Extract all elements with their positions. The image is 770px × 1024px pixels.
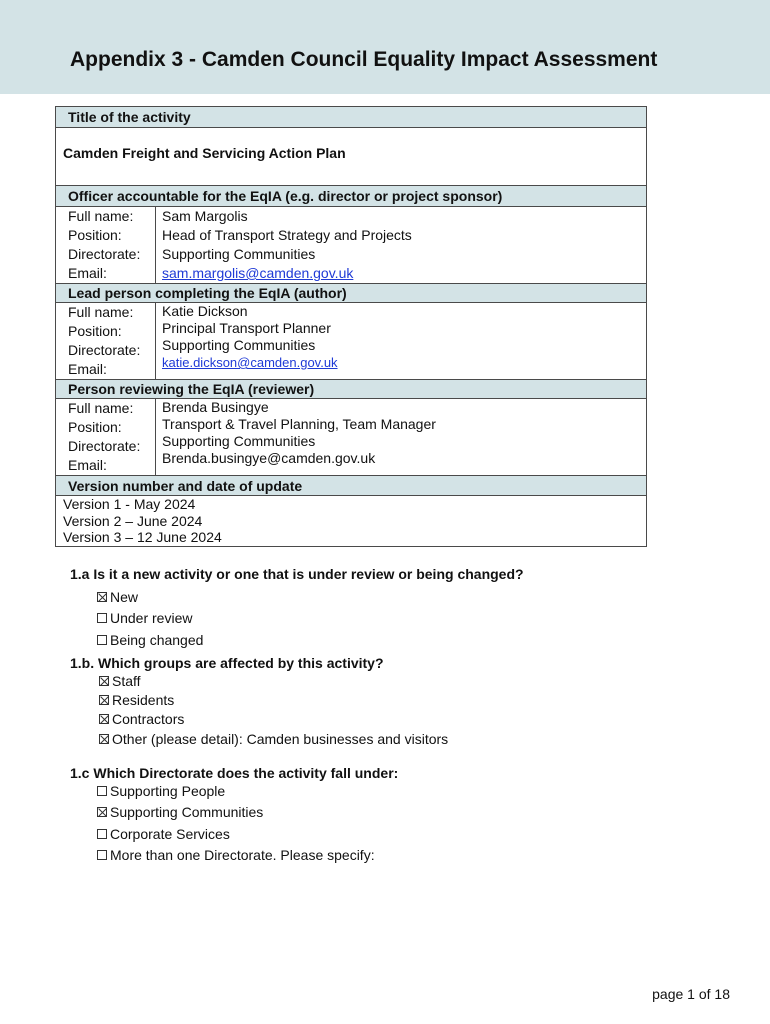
version-heading: Version number and date of update xyxy=(56,476,646,496)
checkbox-icon[interactable] xyxy=(97,635,107,645)
officer-email-link[interactable]: sam.margolis@camden.gov.uk xyxy=(162,265,354,281)
checkbox-icon[interactable] xyxy=(97,829,107,839)
reviewer-label-name: Full name: xyxy=(68,400,134,416)
option-under-review[interactable] xyxy=(97,610,192,626)
option-label: Corporate Services xyxy=(110,826,230,842)
lead-name: Katie Dickson xyxy=(162,303,248,319)
reviewer-position: Transport & Travel Planning, Team Manager xyxy=(162,416,436,432)
option-label: More than one Directorate. Please specify: xyxy=(110,847,375,863)
checkbox-icon[interactable] xyxy=(97,613,107,623)
reviewer-directorate: Supporting Communities xyxy=(162,433,316,449)
option-label: Other (please detail): Camden businesses and visitors xyxy=(112,731,449,747)
page-title: Appendix 3 - Camden Council Equality Impact Assessment xyxy=(70,48,658,71)
activity-title: Camden Freight and Servicing Action Plan xyxy=(56,128,646,186)
option-residents[interactable] xyxy=(99,692,174,708)
option-other[interactable] xyxy=(99,731,448,747)
lead-label-name: Full name: xyxy=(68,304,134,320)
header-band xyxy=(0,0,770,94)
checkbox-icon[interactable] xyxy=(99,695,109,705)
checkbox-icon[interactable] xyxy=(97,807,107,817)
reviewer-label-directorate: Directorate: xyxy=(68,438,141,454)
officer-position: Head of Transport Strategy and Projects xyxy=(162,227,412,243)
checkbox-icon[interactable] xyxy=(97,850,107,860)
reviewer-label-position: Position: xyxy=(68,419,122,435)
option-label: Supporting Communities xyxy=(110,804,264,820)
lead-label-directorate: Directorate: xyxy=(68,342,141,358)
option-label: Supporting People xyxy=(110,783,226,799)
officer-details xyxy=(56,207,646,284)
option-staff[interactable] xyxy=(99,673,141,689)
question-1a-heading: 1.a Is it a new activity or one that is under review or being changed? xyxy=(70,566,524,582)
option-more-than-one[interactable] xyxy=(97,847,375,863)
officer-directorate: Supporting Communities xyxy=(162,246,316,262)
option-new[interactable] xyxy=(97,589,138,605)
option-contractors[interactable] xyxy=(99,711,184,727)
officer-name: Sam Margolis xyxy=(162,208,248,224)
checkbox-icon[interactable] xyxy=(99,676,109,686)
checkbox-icon[interactable] xyxy=(97,786,107,796)
lead-label-email: Email: xyxy=(68,361,107,377)
lead-directorate: Supporting Communities xyxy=(162,337,316,353)
page-number: page 1 of 18 xyxy=(652,986,730,1002)
checkbox-icon[interactable] xyxy=(99,714,109,724)
option-label: New xyxy=(110,589,139,605)
version-line: Version 3 – 12 June 2024 xyxy=(63,529,222,545)
lead-position: Principal Transport Planner xyxy=(162,320,331,336)
info-table xyxy=(55,106,647,547)
reviewer-label-email: Email: xyxy=(68,457,107,473)
option-label: Residents xyxy=(112,692,175,708)
reviewer-email: Brenda.busingye@camden.gov.uk xyxy=(162,450,376,466)
reviewer-heading: Person reviewing the EqIA (reviewer) xyxy=(56,380,646,399)
officer-label-email: Email: xyxy=(68,265,107,281)
lead-details xyxy=(56,303,646,380)
option-label: Staff xyxy=(112,673,141,689)
lead-label-position: Position: xyxy=(68,323,122,339)
checkbox-icon[interactable] xyxy=(99,734,109,744)
version-line: Version 2 – June 2024 xyxy=(63,512,203,529)
option-label: Being changed xyxy=(110,632,204,648)
officer-label-position: Position: xyxy=(68,227,122,243)
option-label: Contractors xyxy=(112,711,185,727)
question-1b-heading: 1.b. Which groups are affected by this activity? xyxy=(70,655,384,671)
version-line: Version 1 - May 2024 xyxy=(63,496,196,512)
question-1c-heading: 1.c Which Directorate does the activity fall under: xyxy=(70,765,399,781)
checkbox-icon[interactable] xyxy=(97,592,107,602)
lead-email-link[interactable]: katie.dickson@camden.gov.uk xyxy=(162,355,338,370)
officer-label-directorate: Directorate: xyxy=(68,246,141,262)
option-supporting-people[interactable] xyxy=(97,783,225,799)
reviewer-details xyxy=(56,399,646,476)
option-being-changed[interactable] xyxy=(97,632,203,648)
reviewer-name: Brenda Busingye xyxy=(162,399,269,415)
option-label: Under review xyxy=(110,610,193,626)
option-supporting-communities[interactable] xyxy=(97,804,263,820)
activity-heading: Title of the activity xyxy=(56,107,646,128)
option-corporate-services[interactable] xyxy=(97,826,230,842)
officer-label-name: Full name: xyxy=(68,208,134,224)
officer-heading: Officer accountable for the EqIA (e.g. director or project sponsor) xyxy=(56,186,646,207)
lead-heading: Lead person completing the EqIA (author) xyxy=(56,284,646,303)
version-list xyxy=(56,496,646,546)
